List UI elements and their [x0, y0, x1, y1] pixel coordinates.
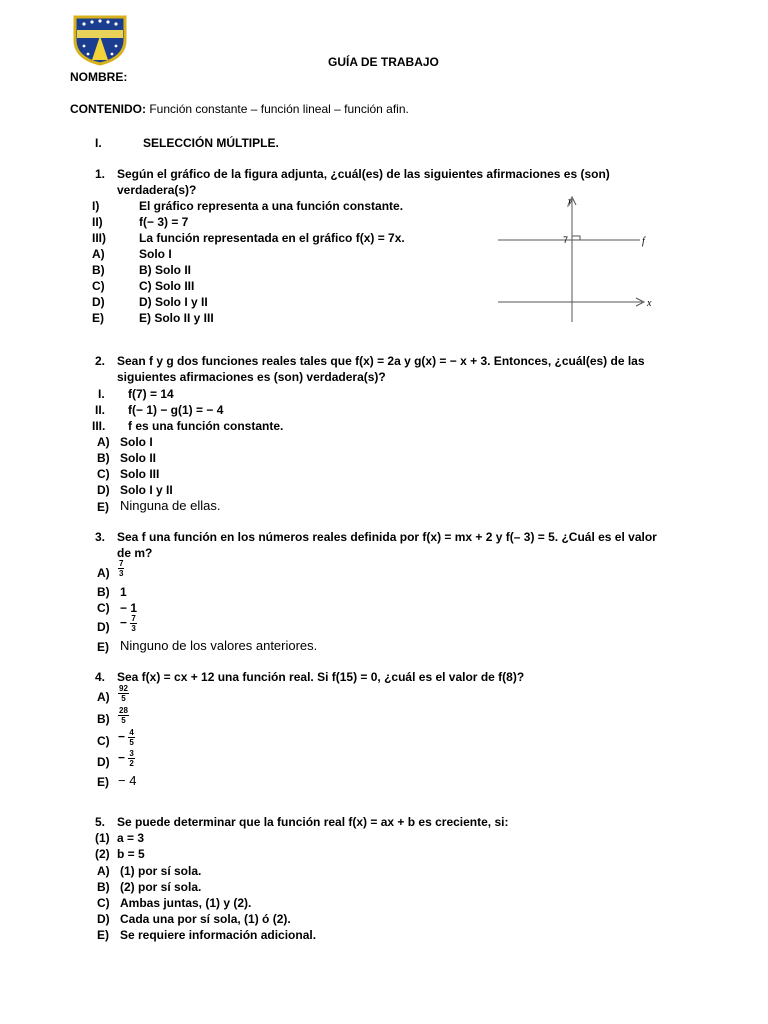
q4-option-fraction	[118, 706, 129, 725]
q5-option-text: (2) por sí sola.	[120, 880, 202, 894]
fraction-numerator: 4	[129, 728, 134, 737]
q3-stem-line2: de m?	[117, 546, 153, 560]
q4-option-label: E)	[97, 775, 109, 789]
q3-number: 3.	[95, 530, 106, 544]
q3-option-label: D)	[97, 620, 110, 634]
q1-option-label: D)	[92, 295, 105, 309]
q1-option-text: E) Solo II y III	[139, 311, 214, 325]
x-axis-label: x	[647, 298, 652, 309]
q2-statement-label: II.	[95, 403, 106, 417]
q5-condition-label: (1)	[95, 831, 110, 845]
q2-option-label: B)	[97, 451, 110, 465]
name-label: NOMBRE:	[70, 70, 128, 84]
q4-option-text: − 4	[118, 773, 137, 788]
q3-option-fraction	[120, 614, 137, 633]
q2-statement-text: f(− 1) − g(1) = − 4	[128, 403, 224, 417]
q1-stem-line1: Según el gráfico de la figura adjunta, ¿cuál(es) de las siguientes afirmaciones es (son)	[117, 167, 610, 181]
q5-option-label: C)	[97, 896, 110, 910]
q1-option-text: B) Solo II	[139, 263, 191, 277]
q1-statement-label: II)	[92, 215, 103, 229]
q5-condition-text: b = 5	[117, 847, 145, 861]
q4-option-fraction	[118, 728, 135, 747]
q5-condition-label: (2)	[95, 847, 110, 861]
q5-condition-text: a = 3	[117, 831, 145, 845]
q1-option-label: C)	[92, 279, 105, 293]
q2-stem-line1: Sean f y g dos funciones reales tales que f(x) = 2a y g(x) = − x + 3. Entonces, ¿cuál(es) de las	[117, 354, 645, 368]
q2-option-text: Solo II	[120, 451, 156, 465]
q2-option-text: Solo I	[120, 435, 153, 449]
q4-option-fraction	[118, 684, 129, 703]
q3-option-text: − 1	[120, 601, 138, 615]
fraction-numerator: 92	[119, 684, 128, 693]
q1-option-text: Solo I	[139, 247, 172, 261]
q4-stem: Sea f(x) = cx + 12 una función real. Si f(15) = 0, ¿cuál es el valor de f(8)?	[117, 670, 525, 684]
q3-option-label: E)	[97, 640, 109, 654]
value-marker	[572, 236, 580, 240]
fraction-denominator: 2	[129, 759, 134, 768]
q3-option-fraction	[118, 559, 124, 578]
q3-option-label: C)	[97, 601, 110, 615]
content-line	[70, 102, 409, 117]
q5-stem: Se puede determinar que la función real f(x) = ax + b es creciente, si:	[117, 815, 509, 829]
q2-statement-label: I.	[98, 387, 105, 401]
q1-option-label: A)	[92, 247, 105, 261]
value-label: 7	[563, 235, 569, 245]
q2-option-label: E)	[97, 500, 109, 514]
q5-option-label: E)	[97, 928, 109, 942]
negative-sign: −	[120, 615, 128, 630]
q1-option-label: E)	[92, 311, 104, 325]
q1-statement-text: f(− 3) = 7	[139, 215, 189, 229]
fraction-numerator: 3	[129, 749, 134, 758]
q5-option-text: Ambas juntas, (1) y (2).	[120, 896, 252, 910]
q3-option-label: A)	[97, 566, 110, 580]
q1-statement-text: El gráfico representa a una función constante.	[139, 199, 404, 213]
q3-option-text: Ninguno de los valores anteriores.	[120, 638, 318, 653]
negative-sign: −	[118, 729, 126, 744]
page-title: GUÍA DE TRABAJO	[328, 55, 439, 69]
q1-statement-label: III)	[92, 231, 106, 245]
school-logo	[72, 14, 128, 66]
q4-option-label: D)	[97, 755, 110, 769]
q4-option-fraction	[118, 749, 135, 768]
q1-statement-label: I)	[92, 199, 100, 213]
q5-option-label: B)	[97, 880, 110, 894]
section-number: I.	[95, 136, 102, 150]
content-text: Función constante – función lineal – función afin.	[149, 102, 409, 116]
q5-number: 5.	[95, 815, 106, 829]
f-label: f	[642, 236, 645, 247]
q2-number: 2.	[95, 354, 106, 368]
fraction-denominator: 5	[121, 716, 126, 725]
q1-graph	[494, 192, 666, 324]
fraction-denominator: 3	[131, 624, 136, 633]
q4-option-label: C)	[97, 734, 110, 748]
q4-number: 4.	[95, 670, 106, 684]
q2-option-text: Solo I y II	[120, 483, 173, 497]
fraction-denominator: 5	[129, 738, 134, 747]
q1-statement-text: La función representada en el gráfico f(x) = 7x.	[139, 231, 405, 245]
q1-option-text: D) Solo I y II	[139, 295, 208, 309]
q2-option-label: D)	[97, 483, 110, 497]
q2-option-text: Ninguna de ellas.	[120, 498, 221, 513]
q3-stem-line1: Sea f una función en los números reales definida por f(x) = mx + 2 y f(– 3) = 5. ¿Cuál es el valor	[117, 530, 657, 544]
q5-option-text: (1) por sí sola.	[120, 864, 202, 878]
q1-stem-line2: verdadera(s)?	[117, 183, 197, 197]
fraction-denominator: 3	[119, 569, 124, 578]
q3-option-text: 1	[120, 585, 127, 599]
q1-option-text: C) Solo III	[139, 279, 195, 293]
content-label: CONTENIDO:	[70, 102, 146, 116]
fraction-numerator: 7	[119, 559, 124, 568]
q5-option-text: Se requiere información adicional.	[120, 928, 317, 942]
q2-option-label: C)	[97, 467, 110, 481]
q2-stem-line2: siguientes afirmaciones es (son) verdadera(s)?	[117, 370, 386, 384]
fraction-numerator: 28	[119, 706, 128, 715]
q3-option-label: B)	[97, 585, 110, 599]
y-axis-label: y	[568, 196, 573, 207]
fraction-denominator: 5	[121, 694, 126, 703]
q4-option-label: A)	[97, 690, 110, 704]
fraction-numerator: 7	[131, 614, 136, 623]
negative-sign: −	[118, 750, 126, 765]
q2-option-label: A)	[97, 435, 110, 449]
q2-statement-text: f(7) = 14	[128, 387, 174, 401]
q5-option-label: A)	[97, 864, 110, 878]
q4-option-label: B)	[97, 712, 110, 726]
q5-option-text: Cada una por sí sola, (1) ó (2).	[120, 912, 291, 926]
section-title: SELECCIÓN MÚLTIPLE.	[143, 136, 279, 150]
q1-option-label: B)	[92, 263, 105, 277]
q1-number: 1.	[95, 167, 106, 181]
q2-statement-text: f es una función constante.	[128, 419, 284, 433]
q2-statement-label: III.	[92, 419, 106, 433]
q5-option-label: D)	[97, 912, 110, 926]
q2-option-text: Solo III	[120, 467, 160, 481]
